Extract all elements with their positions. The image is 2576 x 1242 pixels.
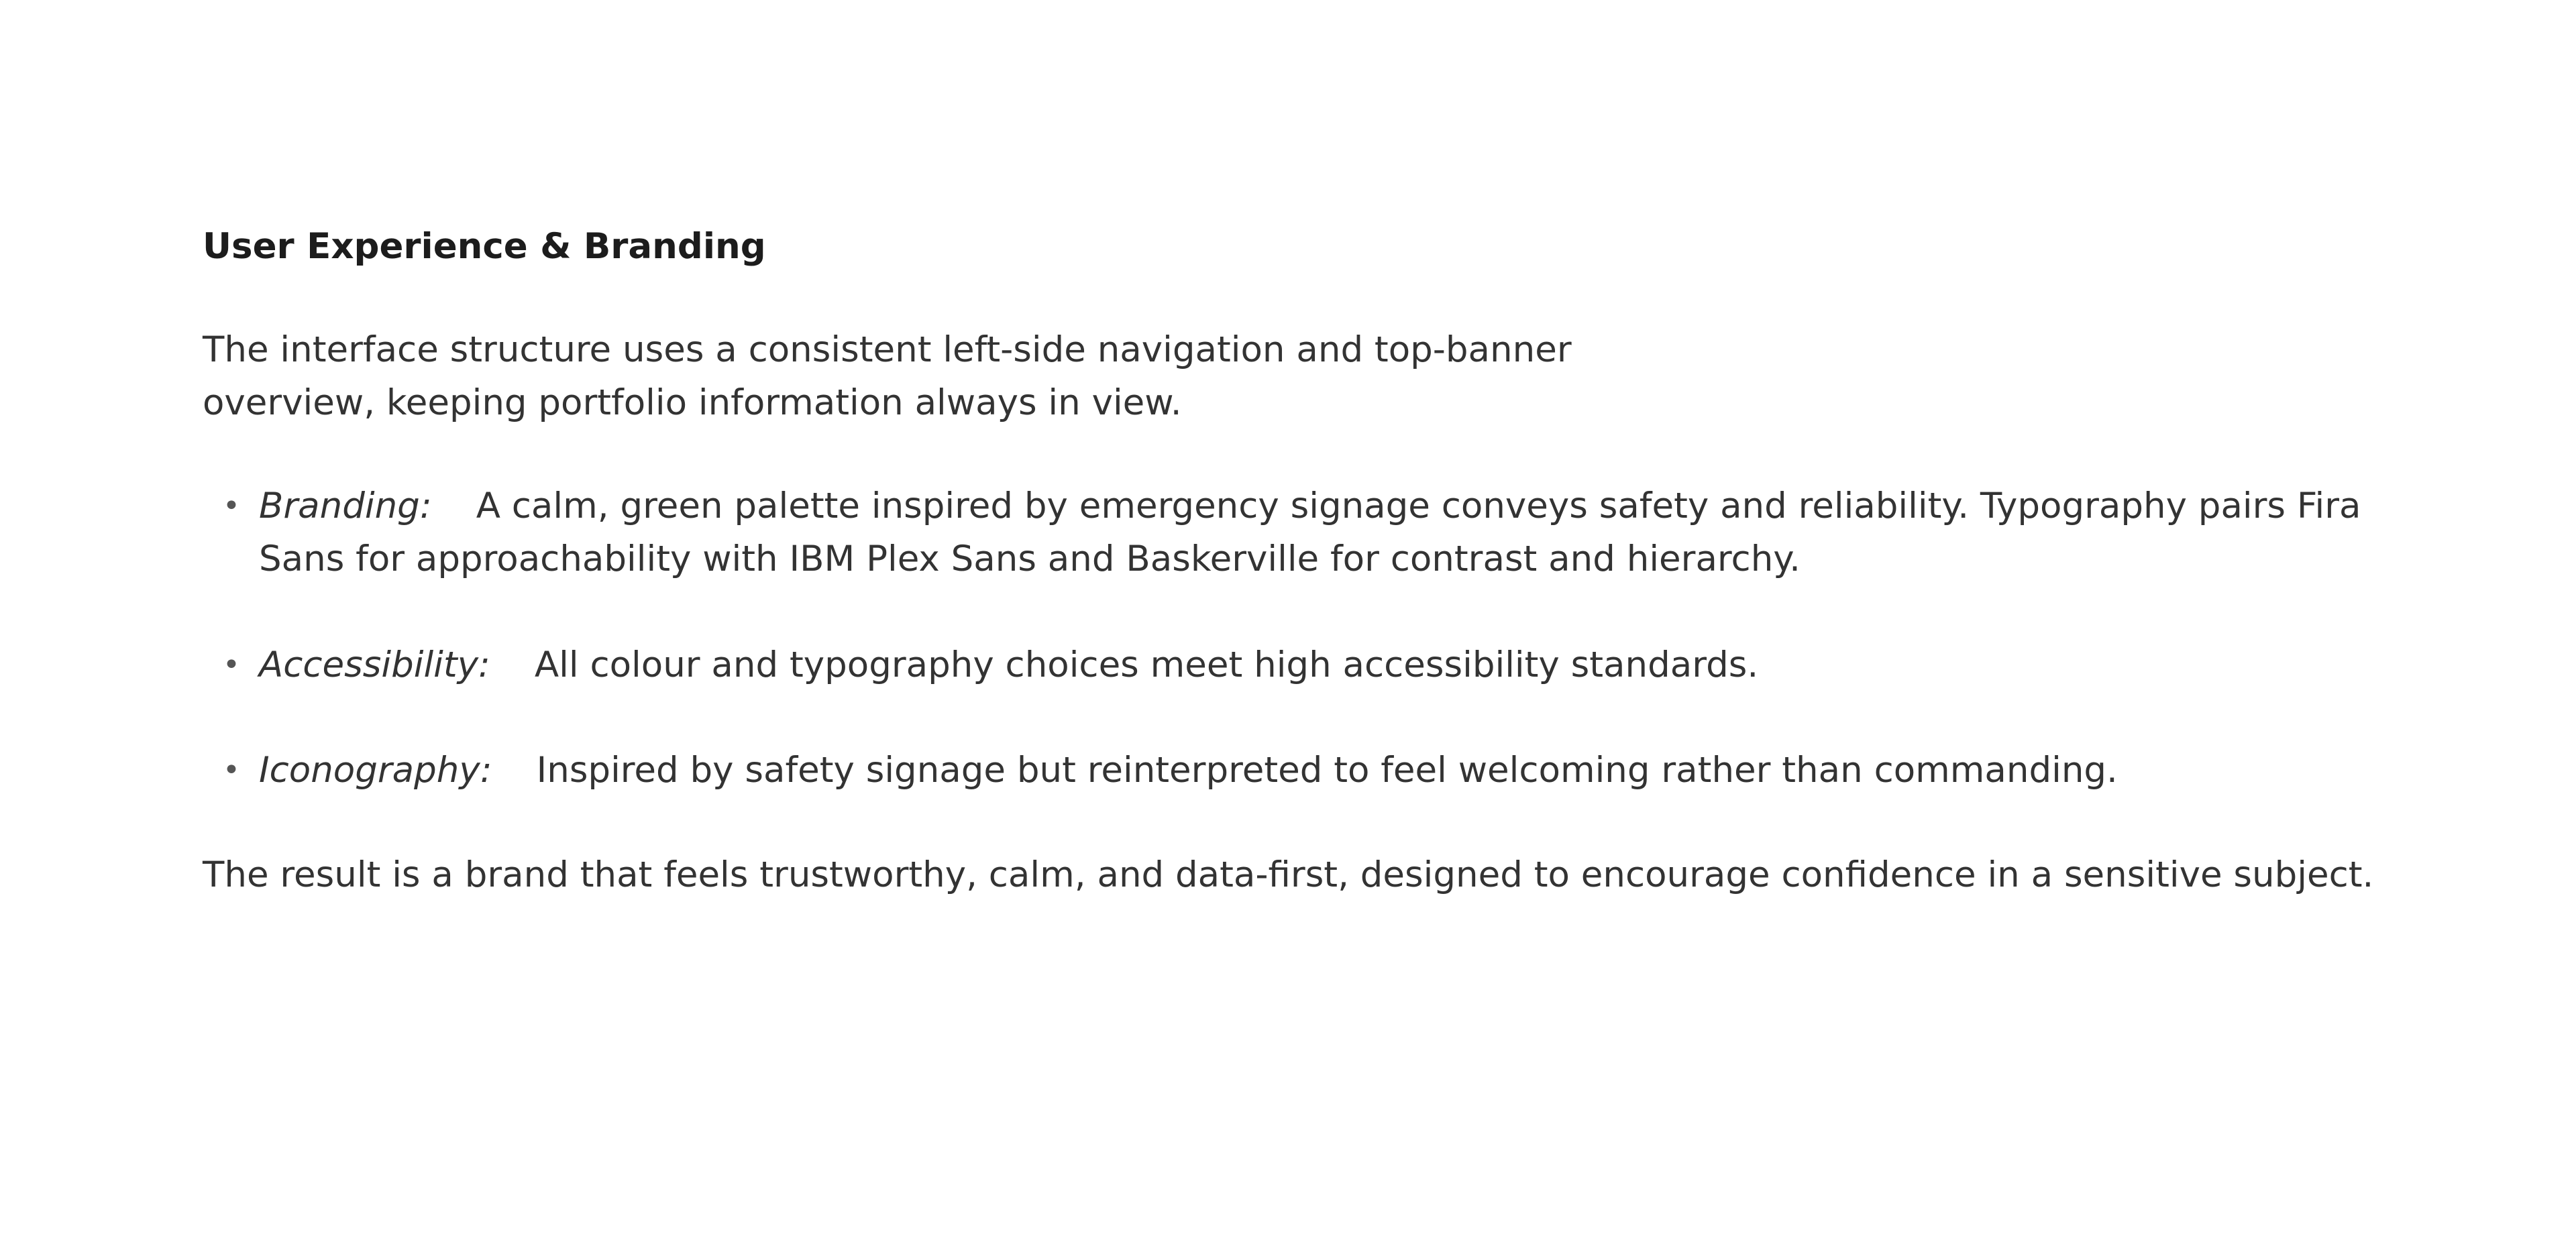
- bullet-dot-icon: •: [223, 489, 240, 523]
- list-item-text: [259, 479, 2406, 585]
- conclusion-paragraph: The result is a brand that feels trustworthy, calm, and data-first, designed to encourage confidence in a sensitive subject.: [203, 854, 2374, 895]
- list-item-label: Accessibility:: [259, 644, 490, 685]
- list-item-description: Inspired by safety signage but reinterpreted to feel welcoming rather than commanding.: [536, 750, 2118, 791]
- list-item-label: Iconography:: [259, 750, 492, 791]
- list-item-label: Branding:: [259, 486, 432, 526]
- intro-line-2: overview, keeping portfolio information always in view.: [203, 382, 1182, 423]
- list-item-description: A calm, green palette inspired by emergency signage conveys safety and reliability. Typography pairs Fira Sans for approachability with IBM Plex Sans and Baskerville for contrast and hierarchy.: [259, 486, 2361, 579]
- section-heading: User Experience & Branding: [203, 226, 766, 267]
- list-item-text: [259, 744, 2406, 797]
- intro-paragraph: [203, 323, 1572, 429]
- intro-line-1: The interface structure uses a consistent left-side navigation and top-banner: [203, 329, 1572, 370]
- bullet-dot-icon: •: [223, 753, 240, 787]
- list-item-text: [259, 638, 2406, 691]
- list-item-description: All colour and typography choices meet high accessibility standards.: [534, 644, 1759, 685]
- bullet-dot-icon: •: [223, 648, 240, 682]
